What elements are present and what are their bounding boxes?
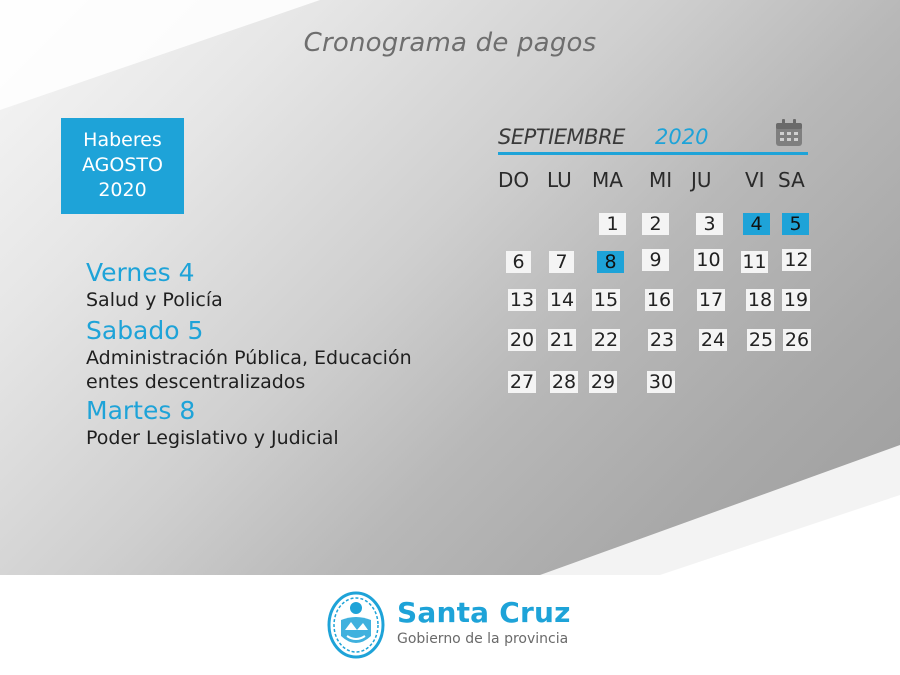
calendar-date[interactable]: 17 <box>698 289 724 311</box>
badge-line: Haberes <box>83 129 162 151</box>
calendar-date[interactable]: 10 <box>694 249 723 271</box>
calendar-date[interactable]: 7 <box>549 251 574 273</box>
calendar-date[interactable]: 20 <box>509 329 535 351</box>
calendar-date[interactable]: 1 <box>599 213 626 235</box>
schedule-desc: Poder Legislativo y Judicial <box>86 427 339 449</box>
calendar-date-highlighted[interactable]: 5 <box>782 213 809 235</box>
calendar-date[interactable]: 28 <box>551 371 577 393</box>
weekday-header: JU <box>691 168 712 192</box>
schedule-item <box>86 258 223 312</box>
salary-badge <box>61 118 184 214</box>
calendar-date[interactable]: 23 <box>649 329 675 351</box>
schedule-item <box>86 316 412 394</box>
calendar-year: 2020 <box>655 125 709 149</box>
badge-line: 2020 <box>98 179 147 201</box>
calendar-date[interactable]: 30 <box>648 371 674 393</box>
schedule-item <box>86 396 339 450</box>
calendar-date[interactable]: 12 <box>782 249 811 271</box>
weekday-header: VI <box>745 168 765 192</box>
calendar-date[interactable]: 19 <box>783 289 809 311</box>
calendar-date[interactable]: 9 <box>642 249 669 271</box>
schedule-day: Vernes 4 <box>86 258 195 287</box>
weekday-header: SA <box>778 168 805 192</box>
calendar-month: SEPTIEMBRE <box>498 125 625 149</box>
brand-name: Santa Cruz <box>397 596 571 629</box>
weekday-header: LU <box>547 168 572 192</box>
calendar-header <box>498 123 808 155</box>
calendar-date-highlighted[interactable]: 4 <box>743 213 770 235</box>
schedule-day: Martes 8 <box>86 396 196 425</box>
weekday-header: DO <box>498 168 530 192</box>
calendar-date[interactable]: 26 <box>784 329 810 351</box>
calendar-date[interactable]: 16 <box>646 289 672 311</box>
weekday-header: MA <box>592 168 623 192</box>
schedule-desc: entes descentralizados <box>86 371 306 393</box>
calendar-date[interactable]: 24 <box>700 329 726 351</box>
calendar-date[interactable]: 25 <box>748 329 774 351</box>
background-highlight <box>660 495 900 575</box>
page-title: Cronograma de pagos <box>303 28 597 58</box>
calendar-date[interactable]: 29 <box>590 371 616 393</box>
schedule-desc: Administración Pública, Educación <box>86 347 412 369</box>
badge-line: AGOSTO <box>82 154 163 176</box>
calendar-date[interactable]: 18 <box>747 289 773 311</box>
calendar-date[interactable]: 11 <box>742 251 767 273</box>
calendar-date[interactable]: 6 <box>506 251 531 273</box>
calendar-icon <box>774 118 804 148</box>
calendar-date[interactable]: 14 <box>549 289 575 311</box>
provincial-seal-icon <box>327 590 385 660</box>
calendar-date-highlighted[interactable]: 8 <box>597 251 624 273</box>
calendar-date[interactable]: 3 <box>696 213 723 235</box>
calendar-date[interactable]: 13 <box>509 289 535 311</box>
calendar-date[interactable]: 21 <box>549 329 575 351</box>
calendar-date[interactable]: 15 <box>593 289 619 311</box>
schedule-day: Sabado 5 <box>86 316 204 345</box>
brand-subtitle: Gobierno de la provincia <box>397 631 569 647</box>
schedule-desc: Salud y Policía <box>86 289 223 311</box>
weekday-header: MI <box>649 168 673 192</box>
calendar-date[interactable]: 2 <box>642 213 669 235</box>
calendar-date[interactable]: 27 <box>509 371 535 393</box>
calendar-date[interactable]: 22 <box>593 329 619 351</box>
